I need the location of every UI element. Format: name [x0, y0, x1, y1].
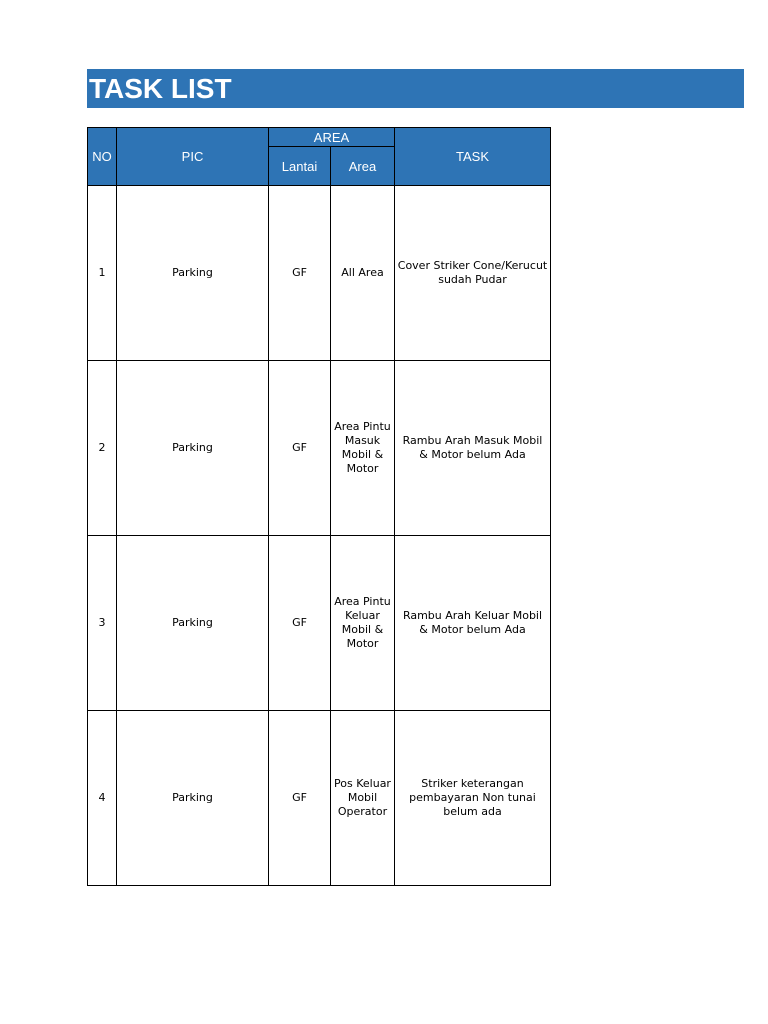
cell-lantai: GF — [269, 711, 331, 886]
cell-task: Cover Striker Cone/Kerucut sudah Pudar — [395, 186, 551, 361]
cell-task: Striker keterangan pembayaran Non tunai belum ada — [395, 711, 551, 886]
table-row — [88, 711, 551, 886]
cell-pic: Parking — [117, 711, 269, 886]
cell-no: 3 — [88, 536, 117, 711]
cell-lantai: GF — [269, 186, 331, 361]
cell-lantai: GF — [269, 361, 331, 536]
cell-no: 1 — [88, 186, 117, 361]
cell-lantai: GF — [269, 536, 331, 711]
cell-area: Area Pintu Masuk Mobil & Motor — [331, 361, 395, 536]
cell-no: 4 — [88, 711, 117, 886]
header-pic: PIC — [117, 128, 269, 186]
table-row — [88, 186, 551, 361]
header-lantai: Lantai — [269, 147, 331, 186]
header-no: NO — [88, 128, 117, 186]
cell-area: Pos Keluar Mobil Operator — [331, 711, 395, 886]
header-task: TASK — [395, 128, 551, 186]
cell-pic: Parking — [117, 186, 269, 361]
header-area-group: AREA — [269, 128, 395, 147]
header-area: Area — [331, 147, 395, 186]
table-row — [88, 361, 551, 536]
cell-pic: Parking — [117, 361, 269, 536]
table-row — [88, 536, 551, 711]
cell-no: 2 — [88, 361, 117, 536]
title-bar — [87, 69, 744, 108]
cell-pic: Parking — [117, 536, 269, 711]
task-table — [87, 127, 551, 886]
cell-task: Rambu Arah Masuk Mobil & Motor belum Ada — [395, 361, 551, 536]
cell-area: All Area — [331, 186, 395, 361]
cell-area: Area Pintu Keluar Mobil & Motor — [331, 536, 395, 711]
page-title: TASK LIST — [89, 72, 232, 104]
cell-task: Rambu Arah Keluar Mobil & Motor belum Ada — [395, 536, 551, 711]
